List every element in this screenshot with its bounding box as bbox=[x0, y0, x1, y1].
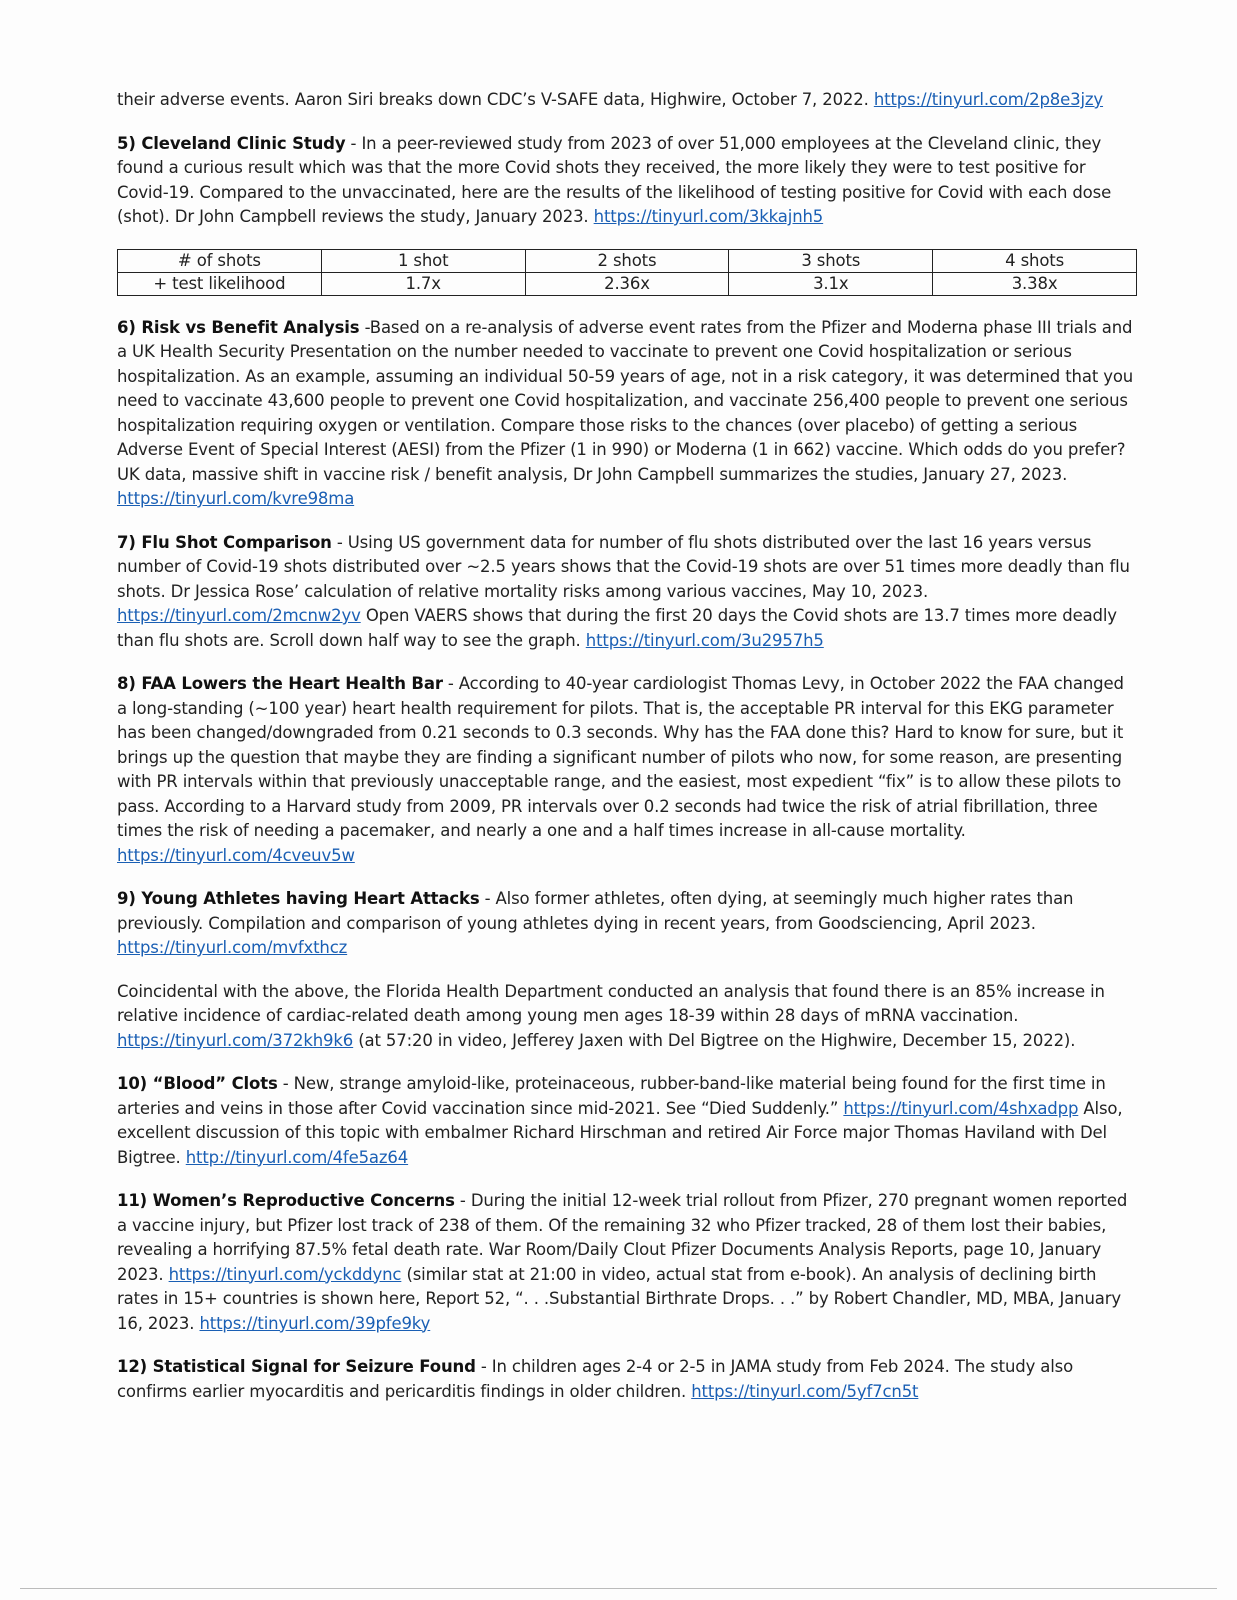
table-cell: 2.36x bbox=[525, 272, 729, 295]
section-6-text: -Based on a re-analysis of adverse event rates from the Pfizer and Moderna phase III trials and a UK Health Security Presentation on the number needed to vaccinate to prevent one Covid hospitalization or serious hospitalization. As an example, assuming an individual 50-59 years of age, not in a risk category, it was determined that you need to vaccinate 43,600 people to prevent one Covid hospitalization, and vaccinate 256,400 people to prevent one serious hospitalization requiring oxygen or ventilation. Compare those risks to the chances (over placebo) of getting a serious Adverse Event of Special Interest (AESI) from the Pfizer (1 in 990) or Moderna (1 in 662) vaccine. Which odds do you prefer? UK data, massive shift in vaccine risk / benefit analysis, Dr John Campbell summarizes the studies, January 27, 2023. bbox=[117, 317, 1134, 484]
section-12-link[interactable]: https://tinyurl.com/5yf7cn5t bbox=[691, 1381, 919, 1401]
table-cell: 1 shot bbox=[321, 249, 525, 272]
table-cell: 3.1x bbox=[729, 272, 933, 295]
table-cell: 2 shots bbox=[525, 249, 729, 272]
section-8-text: - According to 40-year cardiologist Thomas Levy, in October 2022 the FAA changed a long-standing (~100 year) heart health requirement for pilots. That is, the acceptable PR interval for this EKG parameter has been changed/downgraded from 0.21 seconds to 0.3 seconds. Why has the FAA done this? Hard to know for sure, but it brings up the question that maybe they are finding a significant number of pilots who now, for some reason, are presenting with PR intervals within that previously unacceptable range, and the easiest, most expedient “fix” is to allow these pilots to pass. According to a Harvard study from 2009, PR intervals over 0.2 seconds had twice the risk of atrial fibrillation, three times the risk of needing a pacemaker, and nearly a one and a half times increase in all-cause mortality. bbox=[117, 674, 1124, 840]
section-7-link-2[interactable]: https://tinyurl.com/3u2957h5 bbox=[585, 630, 824, 650]
section-10-link-1[interactable]: https://tinyurl.com/4shxadpp bbox=[843, 1098, 1079, 1118]
table-cell: 3.38x bbox=[933, 272, 1137, 295]
section-5-link[interactable]: https://tinyurl.com/3kkajnh5 bbox=[593, 207, 824, 226]
section-9-title: 9) Young Athletes having Heart Attacks bbox=[117, 889, 480, 908]
table-header-row bbox=[118, 249, 1137, 272]
intro-text: their adverse events. Aaron Siri breaks down CDC’s V-SAFE data, Highwire, October 7, 2022. bbox=[117, 90, 869, 109]
section-8-link[interactable]: https://tinyurl.com/4cveuv5w bbox=[117, 845, 355, 865]
section-10-text: - New, strange amyloid-like, proteinaceous, rubber-band-like material being found for the first time in arteries and veins in those after Covid vaccination since mid-2021. See “Died Suddenly.” bbox=[117, 1074, 1106, 1118]
section-12-text: - In children ages 2-4 or 2-5 in JAMA study from Feb 2024. The study also confirms earlier myocarditis and pericarditis findings in older children. bbox=[117, 1357, 1074, 1401]
table-cell: 4 shots bbox=[933, 249, 1137, 272]
document-body bbox=[117, 88, 1137, 1423]
florida-text: Coincidental with the above, the Florida Health Department conducted an analysis that found there is an 85% increase in relative incidence of cardiac-related death among young men ages 18-39 within 28 days of mRNA vaccination. bbox=[117, 981, 1105, 1025]
intro-paragraph bbox=[117, 88, 1137, 113]
section-10-link-2[interactable]: http://tinyurl.com/4fe5az64 bbox=[185, 1147, 409, 1167]
section-6-title: 6) Risk vs Benefit Analysis bbox=[117, 317, 360, 337]
section-5-title: 5) Cleveland Clinic Study bbox=[117, 133, 346, 153]
section-9-text: - Also former athletes, often dying, at seemingly much higher rates than previously. Compilation and comparison of young athletes dying in recent years, from Goodsciencing, April 2023. bbox=[117, 889, 1074, 933]
section-12-title: 12) Statistical Signal for Seizure Found bbox=[117, 1357, 476, 1376]
page-bottom-edge bbox=[20, 1588, 1217, 1589]
table-cell: 3 shots bbox=[729, 249, 933, 272]
section-9-link[interactable]: https://tinyurl.com/mvfxthcz bbox=[117, 938, 348, 957]
section-7-title: 7) Flu Shot Comparison bbox=[117, 532, 332, 552]
intro-link[interactable]: https://tinyurl.com/2p8e3jzy bbox=[873, 90, 1104, 109]
florida-paragraph bbox=[117, 980, 1137, 1054]
section-5-text: - In a peer-reviewed study from 2023 of over 51,000 employees at the Cleveland clinic, they found a curious result which was that the more Covid shots they received, the more likely they were to test positive for Covid-19. Compared to the unvaccinated, here are the results of the likelihood of testing positive for Covid with each dose (shot). Dr John Campbell reviews the study, January 2023. bbox=[117, 133, 1112, 226]
section-10-title: 10) “Blood” Clots bbox=[117, 1074, 278, 1093]
section-7-text-2: Open VAERS shows that during the first 20 days the Covid shots are 13.7 times more deadly than flu shots are. Scroll down half way to see the graph. bbox=[117, 606, 1117, 650]
section-8 bbox=[117, 672, 1137, 868]
section-6-link[interactable]: https://tinyurl.com/kvre98ma bbox=[117, 489, 355, 508]
table-cell: + test likelihood bbox=[118, 272, 322, 295]
section-8-title: 8) FAA Lowers the Heart Health Bar bbox=[117, 674, 443, 693]
section-7-text: - Using US government data for number of flu shots distributed over the last 16 years versus number of Covid-19 shots distributed over ~2.5 years shows that the Covid-19 shots are over 51 times more deadly than flu shots. Dr Jessica Rose’ calculation of relative mortality risks among various vaccines, May 10, 2023. bbox=[117, 532, 1130, 601]
section-11-link-1[interactable]: https://tinyurl.com/yckddync bbox=[168, 1264, 402, 1284]
table-cell: 1.7x bbox=[321, 272, 525, 295]
section-10 bbox=[117, 1072, 1137, 1170]
shots-table bbox=[117, 249, 1137, 296]
section-9 bbox=[117, 887, 1137, 961]
section-11 bbox=[117, 1189, 1137, 1336]
table-row bbox=[118, 272, 1137, 295]
florida-text-2: (at 57:20 in video, Jefferey Jaxen with Del Bigtree on the Highwire, December 15, 2022). bbox=[353, 1030, 1076, 1050]
section-7-link-1[interactable]: https://tinyurl.com/2mcnw2yv bbox=[117, 606, 361, 625]
section-11-link-2[interactable]: https://tinyurl.com/39pfe9ky bbox=[199, 1313, 431, 1333]
section-11-text-2: (similar stat at 21:00 in video, actual stat from e-book). An analysis of declining birth rates in 15+ countries is shown here, Report 52, “. . .Substantial Birthrate Drops. . .” by Robert Chandler, MD, MBA, January 16, 2023. bbox=[117, 1264, 1122, 1333]
section-11-text: - During the initial 12-week trial rollout from Pfizer, 270 pregnant women reported a vaccine injury, but Pfizer lost track of 238 of them. Of the remaining 32 who Pfizer tracked, 28 of them lost their babies, revealing a horrifying 87.5% fetal death rate. War Room/Daily Clout Pfizer Documents Analysis Reports, page 10, January 2023. bbox=[117, 1191, 1128, 1284]
table-cell: # of shots bbox=[118, 249, 322, 272]
section-7 bbox=[117, 531, 1137, 654]
section-5 bbox=[117, 132, 1137, 230]
section-10-text-2: Also, excellent discussion of this topic with embalmer Richard Hirschman and retired Air Force major Thomas Haviland with Del Bigtree. bbox=[117, 1098, 1123, 1167]
section-6 bbox=[117, 316, 1137, 512]
section-11-title: 11) Women’s Reproductive Concerns bbox=[117, 1191, 455, 1210]
florida-link[interactable]: https://tinyurl.com/372kh9k6 bbox=[117, 1030, 354, 1050]
section-12 bbox=[117, 1355, 1137, 1404]
